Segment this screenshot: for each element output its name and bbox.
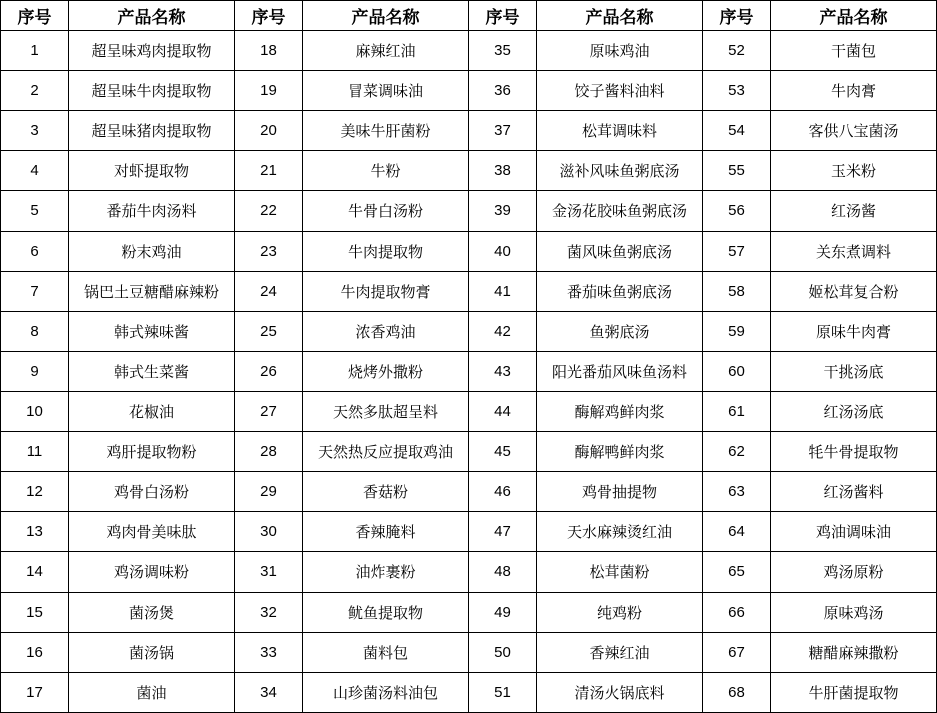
table-row [1,271,937,311]
product-name-cell: 原味鸡汤 [771,592,937,632]
product-name-cell: 牛骨白汤粉 [303,191,469,231]
product-index-cell: 51 [469,672,537,712]
product-name-cell: 金汤花胶味鱼粥底汤 [537,191,703,231]
product-name-cell: 清汤火锅底料 [537,672,703,712]
product-name-cell: 韩式生菜酱 [69,351,235,391]
header-index-2: 序号 [235,1,303,31]
product-index-cell: 10 [1,391,69,431]
product-name-cell: 香菇粉 [303,472,469,512]
product-name-cell: 超呈味猪肉提取物 [69,111,235,151]
product-index-cell: 65 [703,552,771,592]
product-index-cell: 58 [703,271,771,311]
product-index-cell: 56 [703,191,771,231]
product-name-cell: 牦牛骨提取物 [771,432,937,472]
product-index-cell: 61 [703,391,771,431]
product-name-cell: 牛肝菌提取物 [771,672,937,712]
product-name-cell: 鸡骨白汤粉 [69,472,235,512]
product-index-cell: 39 [469,191,537,231]
product-name-cell: 菌汤煲 [69,592,235,632]
header-index-4: 序号 [703,1,771,31]
product-name-cell: 菌料包 [303,632,469,672]
product-index-cell: 28 [235,432,303,472]
product-index-cell: 45 [469,432,537,472]
product-name-cell: 关东煮调料 [771,231,937,271]
product-index-cell: 27 [235,391,303,431]
product-index-cell: 59 [703,311,771,351]
product-index-cell: 46 [469,472,537,512]
table-row [1,432,937,472]
product-index-cell: 32 [235,592,303,632]
table-row [1,592,937,632]
product-name-cell: 天然多肽超呈料 [303,391,469,431]
product-index-cell: 35 [469,31,537,71]
product-name-cell: 粉末鸡油 [69,231,235,271]
product-index-cell: 53 [703,71,771,111]
header-name-3: 产品名称 [537,1,703,31]
header-row [1,1,937,31]
product-index-cell: 34 [235,672,303,712]
product-name-cell: 鸡汤调味粉 [69,552,235,592]
product-index-cell: 47 [469,512,537,552]
product-index-cell: 26 [235,351,303,391]
product-index-cell: 17 [1,672,69,712]
product-name-cell: 阳光番茄风味鱼汤料 [537,351,703,391]
product-index-cell: 2 [1,71,69,111]
product-index-cell: 42 [469,311,537,351]
product-index-cell: 5 [1,191,69,231]
product-name-cell: 鸡油调味油 [771,512,937,552]
product-name-cell: 超呈味牛肉提取物 [69,71,235,111]
product-name-cell: 鸡汤原粉 [771,552,937,592]
product-index-cell: 12 [1,472,69,512]
header-index-3: 序号 [469,1,537,31]
product-index-cell: 15 [1,592,69,632]
product-index-cell: 68 [703,672,771,712]
product-name-cell: 麻辣红油 [303,31,469,71]
product-name-cell: 天水麻辣烫红油 [537,512,703,552]
product-name-cell: 滋补风味鱼粥底汤 [537,151,703,191]
product-index-cell: 62 [703,432,771,472]
product-name-cell: 牛肉提取物膏 [303,271,469,311]
product-name-cell: 玉米粉 [771,151,937,191]
table-row [1,151,937,191]
product-index-cell: 37 [469,111,537,151]
table-row [1,191,937,231]
product-name-cell: 干菌包 [771,31,937,71]
product-index-cell: 54 [703,111,771,151]
product-name-cell: 松茸菌粉 [537,552,703,592]
product-index-cell: 64 [703,512,771,552]
product-index-cell: 11 [1,432,69,472]
product-index-cell: 36 [469,71,537,111]
product-name-cell: 鸡肉骨美味肽 [69,512,235,552]
product-index-cell: 31 [235,552,303,592]
product-name-cell: 菌油 [69,672,235,712]
product-name-cell: 油炸裹粉 [303,552,469,592]
product-name-cell: 香辣红油 [537,632,703,672]
table-row [1,31,937,71]
product-name-cell: 酶解鸡鲜肉浆 [537,391,703,431]
product-index-cell: 22 [235,191,303,231]
product-name-cell: 红汤汤底 [771,391,937,431]
product-index-cell: 48 [469,552,537,592]
product-name-cell: 鱼粥底汤 [537,311,703,351]
product-index-cell: 6 [1,231,69,271]
product-name-cell: 红汤酱料 [771,472,937,512]
product-name-cell: 超呈味鸡肉提取物 [69,31,235,71]
product-name-cell: 菌风味鱼粥底汤 [537,231,703,271]
product-name-cell: 原味鸡油 [537,31,703,71]
table-row [1,672,937,712]
table-row [1,111,937,151]
table-row [1,472,937,512]
product-index-cell: 7 [1,271,69,311]
product-index-cell: 19 [235,71,303,111]
product-name-cell: 鸡骨抽提物 [537,472,703,512]
product-name-cell: 松茸调味料 [537,111,703,151]
product-index-cell: 16 [1,632,69,672]
product-name-cell: 饺子酱料油料 [537,71,703,111]
product-name-cell: 酶解鸭鲜肉浆 [537,432,703,472]
product-name-cell: 山珍菌汤料油包 [303,672,469,712]
table-row [1,632,937,672]
product-name-cell: 原味牛肉膏 [771,311,937,351]
product-index-cell: 8 [1,311,69,351]
product-index-cell: 24 [235,271,303,311]
header-name-4: 产品名称 [771,1,937,31]
product-index-cell: 52 [703,31,771,71]
product-index-cell: 13 [1,512,69,552]
product-name-cell: 对虾提取物 [69,151,235,191]
table-row [1,231,937,271]
product-index-cell: 25 [235,311,303,351]
header-name-2: 产品名称 [303,1,469,31]
product-name-cell: 红汤酱 [771,191,937,231]
product-name-cell: 干挑汤底 [771,351,937,391]
product-index-cell: 66 [703,592,771,632]
table-body [1,31,937,713]
product-index-cell: 38 [469,151,537,191]
product-name-cell: 香辣腌料 [303,512,469,552]
product-index-cell: 40 [469,231,537,271]
product-name-cell: 番茄牛肉汤料 [69,191,235,231]
product-name-cell: 番茄味鱼粥底汤 [537,271,703,311]
product-name-cell: 花椒油 [69,391,235,431]
product-index-cell: 14 [1,552,69,592]
table-row [1,391,937,431]
product-name-cell: 锅巴土豆糖醋麻辣粉 [69,271,235,311]
product-index-cell: 21 [235,151,303,191]
product-name-cell: 浓香鸡油 [303,311,469,351]
product-index-cell: 57 [703,231,771,271]
product-name-cell: 纯鸡粉 [537,592,703,632]
product-name-cell: 韩式辣味酱 [69,311,235,351]
product-index-cell: 67 [703,632,771,672]
product-name-cell: 菌汤锅 [69,632,235,672]
product-name-cell: 美味牛肝菌粉 [303,111,469,151]
header-index-1: 序号 [1,1,69,31]
product-index-cell: 4 [1,151,69,191]
product-index-cell: 30 [235,512,303,552]
product-index-cell: 50 [469,632,537,672]
product-name-cell: 客供八宝菌汤 [771,111,937,151]
product-index-cell: 29 [235,472,303,512]
product-index-cell: 3 [1,111,69,151]
product-name-cell: 烧烤外撒粉 [303,351,469,391]
header-name-1: 产品名称 [69,1,235,31]
product-index-cell: 18 [235,31,303,71]
product-name-cell: 姬松茸复合粉 [771,271,937,311]
product-index-cell: 60 [703,351,771,391]
product-name-cell: 牛肉膏 [771,71,937,111]
product-name-cell: 天然热反应提取鸡油 [303,432,469,472]
product-name-cell: 鸡肝提取物粉 [69,432,235,472]
product-index-cell: 63 [703,472,771,512]
table-header [1,1,937,31]
product-index-cell: 20 [235,111,303,151]
table-row [1,351,937,391]
product-name-cell: 鱿鱼提取物 [303,592,469,632]
product-index-cell: 41 [469,271,537,311]
product-index-cell: 43 [469,351,537,391]
product-index-cell: 44 [469,391,537,431]
product-name-cell: 牛粉 [303,151,469,191]
product-index-cell: 1 [1,31,69,71]
product-name-cell: 冒菜调味油 [303,71,469,111]
product-index-cell: 33 [235,632,303,672]
table-row [1,512,937,552]
product-index-cell: 9 [1,351,69,391]
table-row [1,552,937,592]
product-index-cell: 49 [469,592,537,632]
product-index-cell: 23 [235,231,303,271]
product-index-cell: 55 [703,151,771,191]
product-name-cell: 牛肉提取物 [303,231,469,271]
product-name-cell: 糖醋麻辣撒粉 [771,632,937,672]
table-row [1,71,937,111]
table-row [1,311,937,351]
